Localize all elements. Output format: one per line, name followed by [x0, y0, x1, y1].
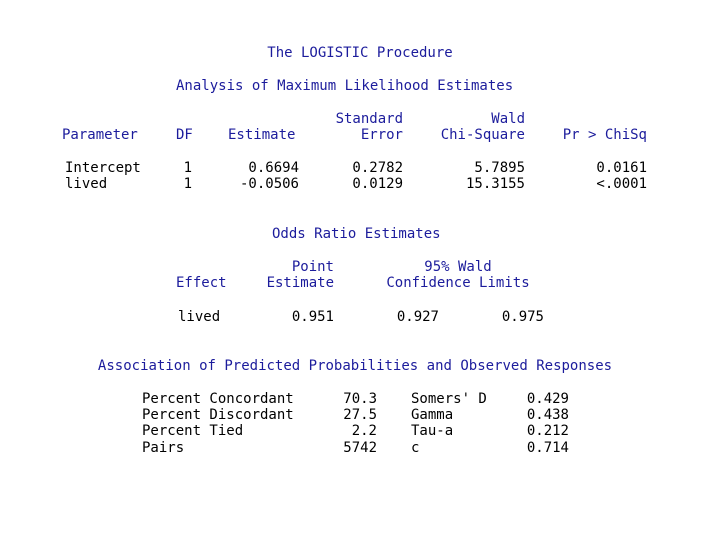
- row-df: 1: [183, 176, 192, 192]
- row-value: 27.5: [343, 407, 377, 423]
- header-point-estimate: Estimate: [266, 275, 334, 291]
- header-standard: Standard: [335, 111, 403, 127]
- row-stat-value: 0.212: [526, 423, 569, 439]
- header-error: Error: [360, 127, 403, 143]
- row-parameter: lived: [65, 176, 108, 192]
- row-point-estimate: 0.951: [291, 309, 334, 325]
- row-p-value: 0.0161: [596, 160, 647, 176]
- header-pr-chisq: Pr > ChiSq: [562, 127, 647, 143]
- row-stat-name: Tau-a: [411, 423, 454, 439]
- row-estimate: -0.0506: [239, 176, 299, 192]
- row-df: 1: [183, 160, 192, 176]
- row-stat-name: Somers' D: [411, 391, 487, 407]
- row-value: 2.2: [351, 423, 377, 439]
- header-95-wald: 95% Wald: [424, 259, 492, 275]
- odds-table-title: Odds Ratio Estimates: [272, 226, 441, 242]
- row-chi-square: 5.7895: [474, 160, 525, 176]
- procedure-title: The LOGISTIC Procedure: [267, 45, 453, 61]
- row-parameter: Intercept: [65, 160, 141, 176]
- row-label: Percent Concordant: [142, 391, 294, 407]
- row-std-error: 0.2782: [352, 160, 403, 176]
- header-wald: Wald: [491, 111, 525, 127]
- row-label: Pairs: [142, 440, 185, 456]
- header-estimate: Estimate: [228, 127, 296, 143]
- row-label: Percent Discordant: [142, 407, 294, 423]
- header-effect: Effect: [176, 275, 227, 291]
- row-stat-name: c: [411, 440, 420, 456]
- assoc-table-title: Association of Predicted Probabilities and Observed Responses: [97, 358, 613, 374]
- row-std-error: 0.0129: [352, 176, 403, 192]
- header-chi-square: Chi-Square: [440, 127, 525, 143]
- row-label: Percent Tied: [142, 423, 244, 439]
- row-p-value: <.0001: [596, 176, 647, 192]
- row-stat-value: 0.714: [526, 440, 569, 456]
- row-lower-limit: 0.927: [396, 309, 439, 325]
- row-chi-square: 15.3155: [465, 176, 525, 192]
- row-stat-value: 0.438: [526, 407, 569, 423]
- row-stat-value: 0.429: [526, 391, 569, 407]
- header-parameter: Parameter: [62, 127, 138, 143]
- header-point: Point: [291, 259, 334, 275]
- row-estimate: 0.6694: [248, 160, 299, 176]
- header-confidence-limits: Confidence Limits: [386, 275, 530, 291]
- row-effect: lived: [178, 309, 221, 325]
- row-upper-limit: 0.975: [501, 309, 544, 325]
- row-value: 5742: [343, 440, 377, 456]
- mle-table-title: Analysis of Maximum Likelihood Estimates: [176, 78, 514, 94]
- row-stat-name: Gamma: [411, 407, 454, 423]
- header-df: DF: [176, 127, 193, 143]
- row-value: 70.3: [343, 391, 377, 407]
